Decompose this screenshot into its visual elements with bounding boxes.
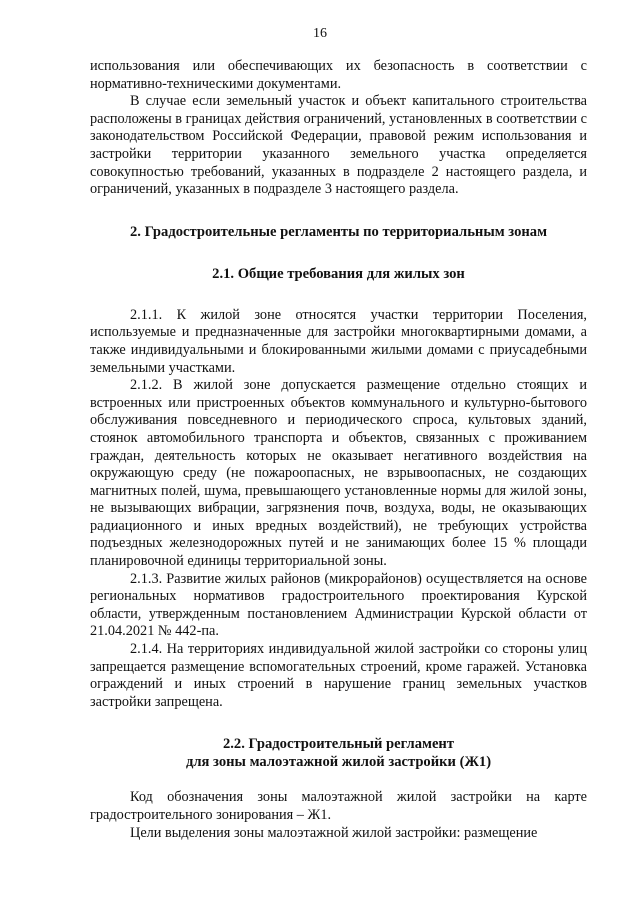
paragraph-zone-code: Код обозначения зоны малоэтажной жилой застройки на карте градостроительного зонирования – Ж1. xyxy=(90,789,587,823)
clause-2-1-3: 2.1.3. Развитие жилых районов (микрорайонов) осуществляется на основе региональных нормативов градостроительного проектирования Курской области, утвержденным постановлением Администрации Курской области от 21.04.2021 № 442-па. xyxy=(90,570,587,640)
page-number: 16 xyxy=(313,26,327,41)
paragraph-restrictions: В случае если земельный участок и объект капитального строительства расположены в границах действия ограничений, установленных в соответствии с законодательством Российской Федерации, правовой режим использования и застройки территории указанного земельного участка определяется совокупностью требований, указанных в подразделе 2 настоящего раздела, и ограничений, указанных в подразделе 3 настоящего раздела. xyxy=(90,93,587,198)
page-content xyxy=(90,58,587,842)
paragraph-continuation: использования или обеспечивающих их безопасность в соответствии с нормативно-техническими документами. xyxy=(90,58,587,92)
subsection-heading-2-2-line2: для зоны малоэтажной жилой застройки (Ж1) xyxy=(185,754,492,771)
clause-2-1-2: 2.1.2. В жилой зоне допускается размещение отдельно стоящих и встроенных или пристроенных объектов коммунального и культурно-бытового обслуживания повседневного и периодического спроса, культовых зданий, стоянок автомобильного транспорта и объектов, связанных с проживанием граждан, деятельность которых не оказывает негативного воздействия на окружающую среду (не пожароопасных, не взрывоопасных, не создающих магнитных полей, шума, превышающего установленные нормы для жилой зоны, не вызывающих вибрации, загрязнения почв, воздуха, воды, не оказывающих радиационного и иных вредных воздействий), не требующих устройства подъездных железнодорожных путей и не занимающих более 15 % площади планировочной единицы территориальной зоны. xyxy=(90,377,587,570)
clause-2-1-4: 2.1.4. На территориях индивидуальной жилой застройки со стороны улиц запрещается размещение вспомогательных строений, кроме гаражей. Установка ограждений и иных строений в нарушение границ земельных участков застройки запрещена. xyxy=(90,641,587,710)
subsection-heading-2-2-line1: 2.2. Градостроительный регламент xyxy=(222,736,454,753)
section-heading-2: 2. Градостроительные регламенты по территориальным зонам xyxy=(129,223,548,240)
clause-2-1-1: 2.1.1. К жилой зоне относятся участки территории Поселения, используемые и предназначенные для застройки многоквартирными домами, а также индивидуальными и блокированными жилыми домами с приусадебными земельными участками. xyxy=(90,306,587,376)
paragraph-zone-goals: Цели выделения зоны малоэтажной жилой застройки: размещение xyxy=(130,824,538,841)
subsection-heading-2-1: 2.1. Общие требования для жилых зон xyxy=(212,265,465,282)
